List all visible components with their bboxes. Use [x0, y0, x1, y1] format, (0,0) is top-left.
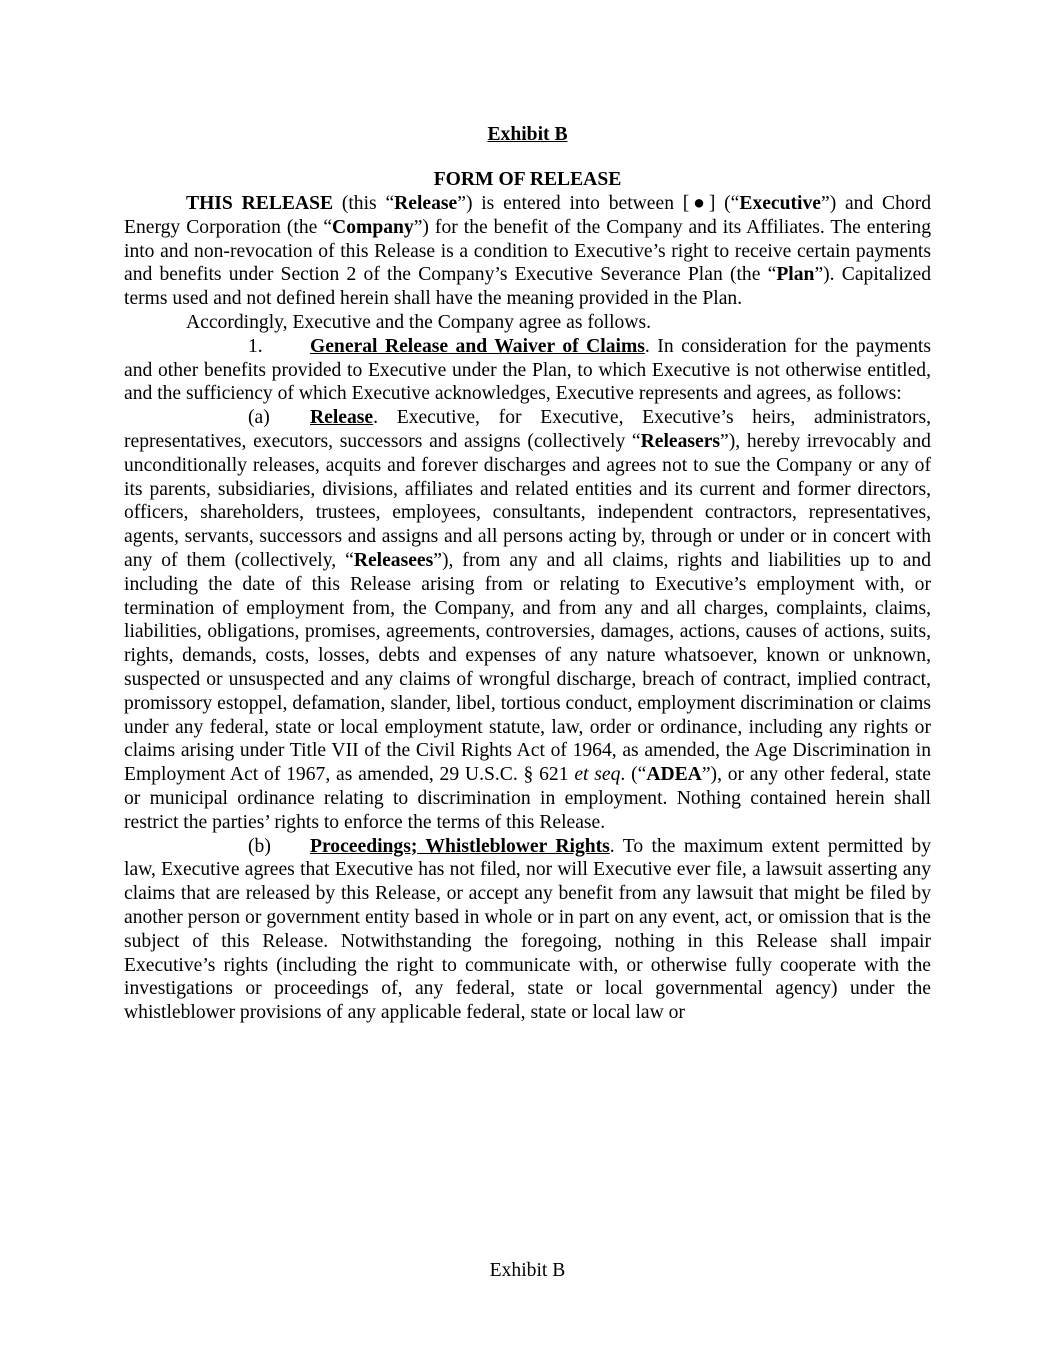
intro-text-4: ”) for the benefit of the Company and its Affiliates. The entering into and non-revocation of this Release is a condition to Executive’s right to receive certain payments and benefits under Section 2 of the Company’s Executive Severance Plan (the “ — [124, 216, 931, 286]
section-a-heading: Release — [310, 407, 374, 429]
agreement-text: Accordingly, Executive and the Company agree as follows. — [186, 311, 652, 333]
defined-term-release: Release — [394, 193, 458, 214]
intro-paragraph — [124, 192, 931, 311]
document-page — [124, 123, 931, 1025]
defined-term-releasees: Releasees — [353, 549, 434, 571]
section-1-number: 1. — [248, 335, 263, 357]
defined-term-executive: Executive — [739, 193, 821, 214]
defined-term-plan: Plan — [776, 264, 815, 286]
defined-term-company: Company — [332, 216, 414, 238]
section-a-text-2: ”), hereby irrevocably and unconditionally releases, acquits and forever discharges and agrees not to sue the Company or any of its parents, subsidiaries, divisions, affiliates and related entities and its current and former directors, officers, shareholders, trustees, employees, consultants, independent contractors, representatives, agents, servants, successors and assigns and all persons acting by, through or under or in concert with any of them (collectively, “ — [124, 430, 931, 571]
section-a-text-5: ”), or any other federal, state or municipal ordinance relating to discrimination in employment. Nothing contained herein shall restrict the parties’ rights to enforce the terms of this Release. — [124, 764, 931, 833]
section-1-text: . In consideration for the payments and other benefits provided to Executive under the Plan, to which Executive is not otherwise entitled, and the sufficiency of which Executive acknowledges, Executive represents and agrees, as follows: — [124, 335, 931, 405]
section-a-text-1: . Executive, for Executive, Executive’s heirs, administrators, representatives, executors, successors and assigns (collectively “ — [124, 407, 931, 452]
italic-et-seq: et seq — [574, 764, 621, 786]
section-b-paragraph — [124, 835, 931, 1025]
agreement-paragraph — [124, 311, 931, 335]
defined-term-releasers: Releasers — [640, 430, 721, 452]
exhibit-title: Exhibit B — [487, 124, 568, 145]
page-footer: Exhibit B — [489, 1260, 566, 1281]
defined-term-adea: ADEA — [646, 764, 702, 786]
section-1-heading: General Release and Waiver of Claims — [310, 335, 645, 357]
form-title: FORM OF RELEASE — [433, 169, 622, 190]
intro-text-5: ”). Capitalized terms used and not defined herein shall have the meaning provided in the Plan. — [124, 264, 931, 310]
section-b-label: (b) — [248, 835, 271, 857]
section-b-text: . To the maximum extent permitted by law, Executive agrees that Executive has not filed, nor will Executive ever file, a lawsuit asserting any claims that are released by this Release, or accept any benefit from any lawsuit that might be filed by another person or government entity based in whole or in part on any event, act, or omission that is the subject of this Release. Notwithstanding the foregoing, nothing in this Release shall impair Executive’s rights (including the right to communicate with, or otherwise fully cooperate with the investigations or proceedings of, any federal, state or local governmental agency) under the whistleblower provisions of any applicable federal, state or local law or — [124, 835, 931, 1024]
intro-text-2: ”) is entered into between [●] (“ — [457, 193, 740, 214]
section-a-paragraph — [124, 406, 931, 834]
section-1-paragraph — [124, 335, 931, 406]
section-b-heading: Proceedings; Whistleblower Rights — [310, 835, 610, 857]
intro-text-1: (this “ — [333, 193, 395, 214]
intro-text-3: ”) and Chord Energy Corporation (the “ — [124, 193, 932, 238]
section-a-text-4: . (“ — [620, 764, 647, 786]
section-a-text-3: ”), from any and all claims, rights and liabilities up to and including the date of this Release arising from or relating to Executive’s employment with, or termination of employment from, the Company, and from any and all charges, complaints, claims, liabilities, obligations, promises, agreements, controversies, damages, actions, causes of actions, suits, rights, demands, costs, losses, debts and expenses of any nature whatsoever, known or unknown, suspected or unsuspected and any claims of wrongful discharge, breach of contract, implied contract, promissory estoppel, defamation, slander, libel, tortious conduct, employment discrimination or claims under any federal, state or local employment statute, law, order or ordinance, including any rights or claims arising under Title VII of the Civil Rights Act of 1964, as amended, the Age Discrimination in Employment Act of 1967, as amended, 29 U.S.C. § 621 — [124, 549, 931, 786]
intro-lead: THIS RELEASE — [186, 193, 334, 214]
section-a-label: (a) — [248, 407, 270, 429]
